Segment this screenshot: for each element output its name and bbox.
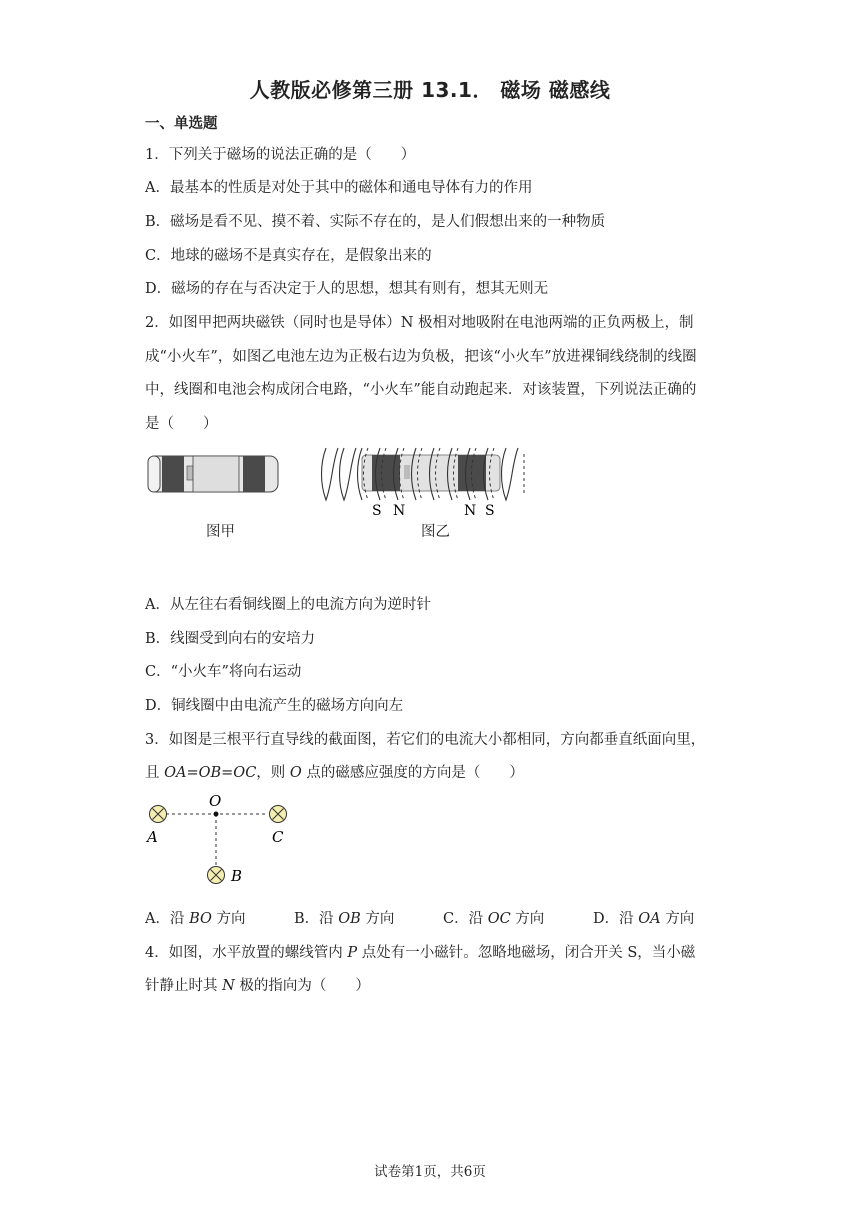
point-label-c: C (272, 828, 284, 846)
wire-c-into-page-icon (270, 806, 287, 823)
q2-stem-line3: 中，线圈和电池会构成闭合电路，“小火车”能自动跑起来．对该装置，下列说法正确的 (145, 382, 697, 398)
q2-stem-line1: 2．如图甲把两块磁铁（同时也是导体）N 极相对地吸附在电池两端的正负两极上，制 (145, 315, 694, 331)
q2-stem-line2: 成“小火车”，如图乙电池左边为正极右边为负极，把该“小火车”放进裸铜线绕制的线圈 (145, 349, 697, 365)
q2-option-d: D．铜线圈中由电流产生的磁场方向向左 (145, 698, 404, 714)
q3-stem-line1: 3．如图是三根平行直导线的截面图，若它们的电流大小都相同，方向都垂直纸面向里， (145, 732, 706, 748)
q1-option-b: B．磁场是看不见、摸不着、实际不存在的，是人们假想出来的一种物质 (145, 214, 606, 230)
pole-label-s-right: S (485, 503, 495, 519)
point-label-b: B (231, 867, 243, 885)
figure-jia-label: 图甲 (206, 524, 235, 540)
q1-option-d: D．磁场的存在与否决定于人的思想，想其有则有，想其无则无 (145, 281, 549, 297)
point-label-o: O (209, 794, 222, 810)
q3-option-d: D．沿 OA 方向 (593, 911, 695, 927)
q2-stem-line4: 是（ ） (145, 416, 218, 432)
pole-label-s-left: S (372, 503, 382, 519)
wire-b-into-page-icon (208, 867, 225, 884)
q4-stem-line1: 4．如图，水平放置的螺线管内 P 点处有一小磁针。忽略地磁场，闭合开关 S，当小磁 (145, 945, 696, 961)
section-heading: 一、单选题 (145, 116, 218, 132)
wire-a-into-page-icon (150, 806, 167, 823)
figure-jia-battery (145, 450, 285, 500)
q2-option-b: B．线圈受到向右的安培力 (145, 631, 316, 647)
pole-label-n-right: N (464, 503, 477, 519)
q3-option-b: B．沿 OB 方向 (294, 911, 395, 927)
q2-option-a: A．从左往右看铜线圈上的电流方向为逆时针 (145, 597, 431, 613)
q3-option-a: A．沿 BO 方向 (145, 911, 246, 927)
q1-option-a: A．最基本的性质是对处于其中的磁体和通电导体有力的作用 (145, 180, 533, 196)
page-title: 人教版必修第三册 13.1． 磁场 磁感线 (249, 78, 611, 102)
q1-stem: 1．下列关于磁场的说法正确的是（ ） (145, 147, 416, 163)
pole-label-n-left: N (393, 503, 406, 519)
figure-yi-coil (318, 444, 530, 522)
q3-stem-line2: 且 OA=OB=OC，则 O 点的磁感应强度的方向是（ ） (145, 765, 524, 781)
figure-three-wires (144, 794, 294, 890)
q2-option-c: C．“小火车”将向右运动 (145, 664, 302, 680)
q1-option-c: C．地球的磁场不是真实存在，是假象出来的 (145, 248, 432, 264)
q4-stem-line2: 针静止时其 N 极的指向为（ ） (145, 978, 370, 994)
page-footer: 试卷第1页，共6页 (374, 1164, 486, 1180)
figure-yi-label: 图乙 (421, 524, 450, 540)
q3-option-c: C．沿 OC 方向 (443, 911, 545, 927)
point-label-a: A (147, 828, 158, 846)
